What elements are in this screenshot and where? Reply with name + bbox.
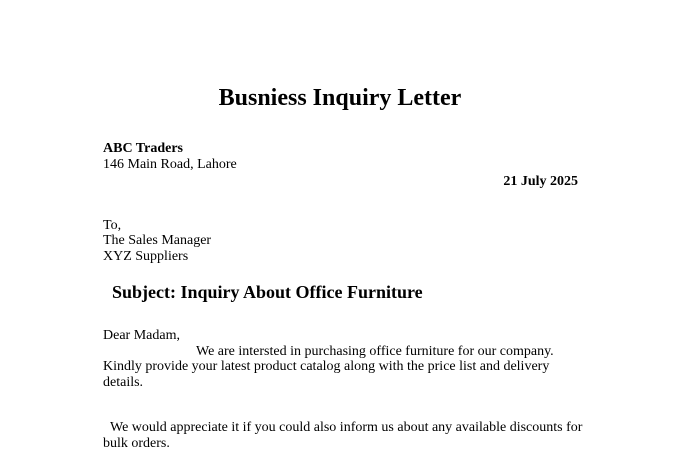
- paragraph2-line1: We would appreciate it if you could also inform us about any available discounts for: [110, 420, 583, 435]
- paragraph2-line2: bulk orders.: [103, 436, 170, 451]
- letter-subject: Subject: Inquiry About Office Furniture: [112, 282, 423, 302]
- paragraph1-line3: details.: [103, 375, 144, 390]
- salutation: Dear Madam,: [103, 328, 180, 343]
- recipient-title: The Sales Manager: [103, 233, 212, 248]
- letter-date: 21 July 2025: [503, 174, 578, 189]
- letter-title: Busniess Inquiry Letter: [218, 85, 462, 111]
- recipient-to: To,: [103, 218, 122, 233]
- sender-name: ABC Traders: [103, 141, 183, 156]
- paragraph1-line1: We are intersted in purchasing office furniture for our company.: [196, 344, 554, 359]
- sender-address: 146 Main Road, Lahore: [103, 157, 237, 172]
- paragraph1-line2: Kindly provide your latest product catalog along with the price list and delivery: [103, 359, 550, 374]
- recipient-company: XYZ Suppliers: [103, 249, 189, 264]
